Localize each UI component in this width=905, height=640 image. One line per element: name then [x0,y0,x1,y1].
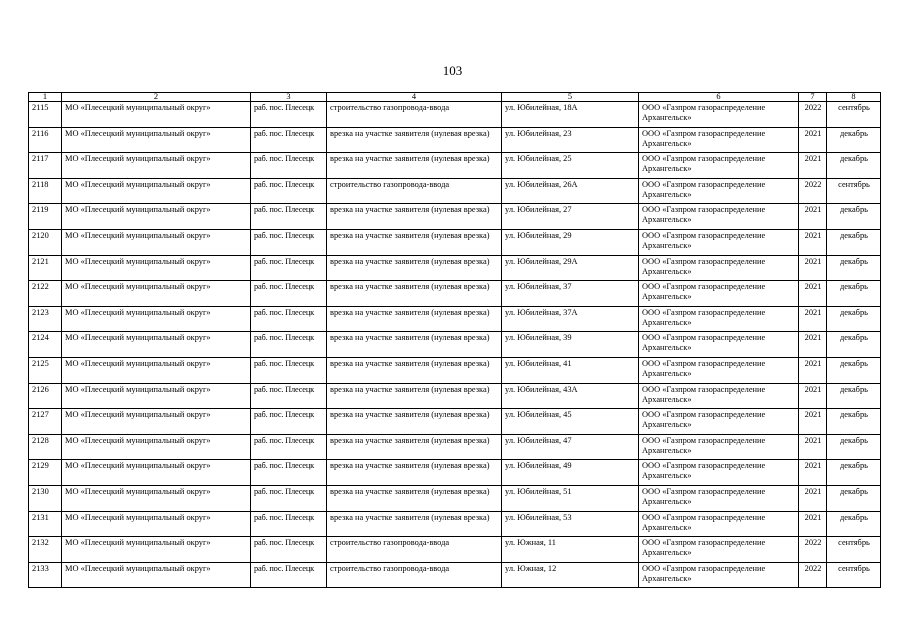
settlement-cell: раб. пос. Плесецк [251,281,327,307]
row-number: 2119 [29,204,62,230]
row-number: 2127 [29,409,62,435]
organization-cell: ООО «Газпром газораспределение Архангельск» [639,102,799,128]
work-type-cell: врезка на участке заявителя (нулевая врезка) [327,255,502,281]
organization-cell: ООО «Газпром газораспределение Архангельск» [639,127,799,153]
work-type-cell: врезка на участке заявителя (нулевая врезка) [327,229,502,255]
district-cell: МО «Плесецкий муниципальный округ» [62,178,251,204]
organization-cell: ООО «Газпром газораспределение Архангельск» [639,178,799,204]
work-type-cell: врезка на участке заявителя (нулевая врезка) [327,153,502,179]
month-cell: декабрь [827,332,881,358]
district-cell: МО «Плесецкий муниципальный округ» [62,434,251,460]
row-number: 2131 [29,511,62,537]
organization-cell: ООО «Газпром газораспределение Архангельск» [639,357,799,383]
district-cell: МО «Плесецкий муниципальный округ» [62,153,251,179]
work-type-cell: врезка на участке заявителя (нулевая врезка) [327,383,502,409]
year-cell: 2022 [799,102,827,128]
settlement-cell: раб. пос. Плесецк [251,562,327,588]
district-cell: МО «Плесецкий муниципальный округ» [62,306,251,332]
table-row [29,281,881,307]
year-cell: 2021 [799,383,827,409]
settlement-cell: раб. пос. Плесецк [251,306,327,332]
row-number: 2116 [29,127,62,153]
address-cell: ул. Юбилейная, 43А [502,383,639,409]
month-cell: декабрь [827,409,881,435]
row-number: 2115 [29,102,62,128]
address-cell: ул. Южная, 12 [502,562,639,588]
address-cell: ул. Юбилейная, 27 [502,204,639,230]
year-cell: 2022 [799,178,827,204]
year-cell: 2021 [799,434,827,460]
organization-cell: ООО «Газпром газораспределение Архангельск» [639,383,799,409]
year-cell: 2021 [799,204,827,230]
district-cell: МО «Плесецкий муниципальный округ» [62,332,251,358]
organization-cell: ООО «Газпром газораспределение Архангельск» [639,281,799,307]
month-cell: декабрь [827,281,881,307]
settlement-cell: раб. пос. Плесецк [251,460,327,486]
row-number: 2125 [29,357,62,383]
year-cell: 2022 [799,562,827,588]
year-cell: 2021 [799,332,827,358]
row-number: 2121 [29,255,62,281]
district-cell: МО «Плесецкий муниципальный округ» [62,485,251,511]
column-header: 2 [62,93,251,102]
address-cell: ул. Юбилейная, 26А [502,178,639,204]
table-row [29,153,881,179]
year-cell: 2021 [799,357,827,383]
table-row [29,204,881,230]
work-type-cell: врезка на участке заявителя (нулевая врезка) [327,434,502,460]
month-cell: сентябрь [827,562,881,588]
year-cell: 2021 [799,460,827,486]
settlement-cell: раб. пос. Плесецк [251,153,327,179]
month-cell: декабрь [827,460,881,486]
table-row [29,537,881,563]
row-number: 2120 [29,229,62,255]
column-header: 6 [639,93,799,102]
row-number: 2123 [29,306,62,332]
table-row [29,332,881,358]
settlement-cell: раб. пос. Плесецк [251,537,327,563]
organization-cell: ООО «Газпром газораспределение Архангельск» [639,204,799,230]
organization-cell: ООО «Газпром газораспределение Архангельск» [639,434,799,460]
address-cell: ул. Юбилейная, 45 [502,409,639,435]
district-cell: МО «Плесецкий муниципальный округ» [62,281,251,307]
settlement-cell: раб. пос. Плесецк [251,255,327,281]
table-row [29,102,881,128]
month-cell: сентябрь [827,537,881,563]
address-cell: ул. Юбилейная, 18А [502,102,639,128]
table-row [29,562,881,588]
gasification-table [28,92,881,588]
organization-cell: ООО «Газпром газораспределение Архангельск» [639,229,799,255]
address-cell: ул. Юбилейная, 47 [502,434,639,460]
year-cell: 2021 [799,153,827,179]
district-cell: МО «Плесецкий муниципальный округ» [62,383,251,409]
work-type-cell: врезка на участке заявителя (нулевая врезка) [327,485,502,511]
district-cell: МО «Плесецкий муниципальный округ» [62,562,251,588]
work-type-cell: врезка на участке заявителя (нулевая врезка) [327,204,502,230]
row-number: 2130 [29,485,62,511]
settlement-cell: раб. пос. Плесецк [251,102,327,128]
column-header: 3 [251,93,327,102]
table-row [29,409,881,435]
address-cell: ул. Юбилейная, 53 [502,511,639,537]
district-cell: МО «Плесецкий муниципальный округ» [62,102,251,128]
organization-cell: ООО «Газпром газораспределение Архангельск» [639,460,799,486]
table-body [29,102,881,588]
work-type-cell: строительство газопровода-ввода [327,178,502,204]
organization-cell: ООО «Газпром газораспределение Архангельск» [639,537,799,563]
settlement-cell: раб. пос. Плесецк [251,204,327,230]
row-number: 2132 [29,537,62,563]
table-row [29,434,881,460]
district-cell: МО «Плесецкий муниципальный округ» [62,511,251,537]
row-number: 2129 [29,460,62,486]
table-row [29,229,881,255]
year-cell: 2021 [799,485,827,511]
row-number: 2122 [29,281,62,307]
column-header: 7 [799,93,827,102]
month-cell: декабрь [827,383,881,409]
work-type-cell: строительство газопровода-ввода [327,102,502,128]
district-cell: МО «Плесецкий муниципальный округ» [62,229,251,255]
year-cell: 2021 [799,229,827,255]
column-header: 5 [502,93,639,102]
district-cell: МО «Плесецкий муниципальный округ» [62,357,251,383]
district-cell: МО «Плесецкий муниципальный округ» [62,537,251,563]
settlement-cell: раб. пос. Плесецк [251,357,327,383]
month-cell: декабрь [827,127,881,153]
year-cell: 2021 [799,255,827,281]
table-row [29,127,881,153]
column-header: 1 [29,93,62,102]
organization-cell: ООО «Газпром газораспределение Архангельск» [639,332,799,358]
address-cell: ул. Юбилейная, 29А [502,255,639,281]
organization-cell: ООО «Газпром газораспределение Архангельск» [639,409,799,435]
month-cell: декабрь [827,511,881,537]
year-cell: 2021 [799,281,827,307]
work-type-cell: строительство газопровода-ввода [327,562,502,588]
settlement-cell: раб. пос. Плесецк [251,409,327,435]
work-type-cell: врезка на участке заявителя (нулевая врезка) [327,281,502,307]
column-header: 8 [827,93,881,102]
table-row [29,511,881,537]
year-cell: 2021 [799,127,827,153]
table-header [29,93,881,102]
table-row [29,178,881,204]
settlement-cell: раб. пос. Плесецк [251,434,327,460]
row-number: 2128 [29,434,62,460]
address-cell: ул. Юбилейная, 23 [502,127,639,153]
row-number: 2126 [29,383,62,409]
work-type-cell: врезка на участке заявителя (нулевая врезка) [327,306,502,332]
page-number: 103 [442,63,463,78]
header-row [29,93,881,102]
district-cell: МО «Плесецкий муниципальный округ» [62,460,251,486]
month-cell: сентябрь [827,102,881,128]
address-cell: ул. Юбилейная, 41 [502,357,639,383]
address-cell: ул. Юбилейная, 49 [502,460,639,486]
month-cell: декабрь [827,357,881,383]
work-type-cell: строительство газопровода-ввода [327,537,502,563]
settlement-cell: раб. пос. Плесецк [251,485,327,511]
work-type-cell: врезка на участке заявителя (нулевая врезка) [327,357,502,383]
settlement-cell: раб. пос. Плесецк [251,229,327,255]
address-cell: ул. Юбилейная, 37 [502,281,639,307]
table-row [29,485,881,511]
address-cell: ул. Юбилейная, 29 [502,229,639,255]
organization-cell: ООО «Газпром газораспределение Архангельск» [639,255,799,281]
month-cell: декабрь [827,229,881,255]
month-cell: декабрь [827,434,881,460]
month-cell: декабрь [827,485,881,511]
district-cell: МО «Плесецкий муниципальный округ» [62,409,251,435]
month-cell: декабрь [827,306,881,332]
month-cell: декабрь [827,204,881,230]
settlement-cell: раб. пос. Плесецк [251,511,327,537]
work-type-cell: врезка на участке заявителя (нулевая врезка) [327,460,502,486]
row-number: 2117 [29,153,62,179]
settlement-cell: раб. пос. Плесецк [251,127,327,153]
month-cell: декабрь [827,153,881,179]
year-cell: 2021 [799,511,827,537]
settlement-cell: раб. пос. Плесецк [251,383,327,409]
row-number: 2118 [29,178,62,204]
table-row [29,383,881,409]
table-row [29,357,881,383]
month-cell: сентябрь [827,178,881,204]
organization-cell: ООО «Газпром газораспределение Архангельск» [639,562,799,588]
table-row [29,306,881,332]
district-cell: МО «Плесецкий муниципальный округ» [62,255,251,281]
organization-cell: ООО «Газпром газораспределение Архангельск» [639,511,799,537]
work-type-cell: врезка на участке заявителя (нулевая врезка) [327,127,502,153]
work-type-cell: врезка на участке заявителя (нулевая врезка) [327,332,502,358]
row-number: 2124 [29,332,62,358]
column-header: 4 [327,93,502,102]
address-cell: ул. Юбилейная, 51 [502,485,639,511]
district-cell: МО «Плесецкий муниципальный округ» [62,204,251,230]
address-cell: ул. Юбилейная, 37А [502,306,639,332]
year-cell: 2022 [799,537,827,563]
year-cell: 2021 [799,409,827,435]
month-cell: декабрь [827,255,881,281]
address-cell: ул. Юбилейная, 39 [502,332,639,358]
organization-cell: ООО «Газпром газораспределение Архангельск» [639,485,799,511]
year-cell: 2021 [799,306,827,332]
table-row [29,460,881,486]
address-cell: ул. Южная, 11 [502,537,639,563]
organization-cell: ООО «Газпром газораспределение Архангельск» [639,153,799,179]
settlement-cell: раб. пос. Плесецк [251,178,327,204]
organization-cell: ООО «Газпром газораспределение Архангельск» [639,306,799,332]
table-row [29,255,881,281]
district-cell: МО «Плесецкий муниципальный округ» [62,127,251,153]
work-type-cell: врезка на участке заявителя (нулевая врезка) [327,409,502,435]
settlement-cell: раб. пос. Плесецк [251,332,327,358]
row-number: 2133 [29,562,62,588]
work-type-cell: врезка на участке заявителя (нулевая врезка) [327,511,502,537]
address-cell: ул. Юбилейная, 25 [502,153,639,179]
